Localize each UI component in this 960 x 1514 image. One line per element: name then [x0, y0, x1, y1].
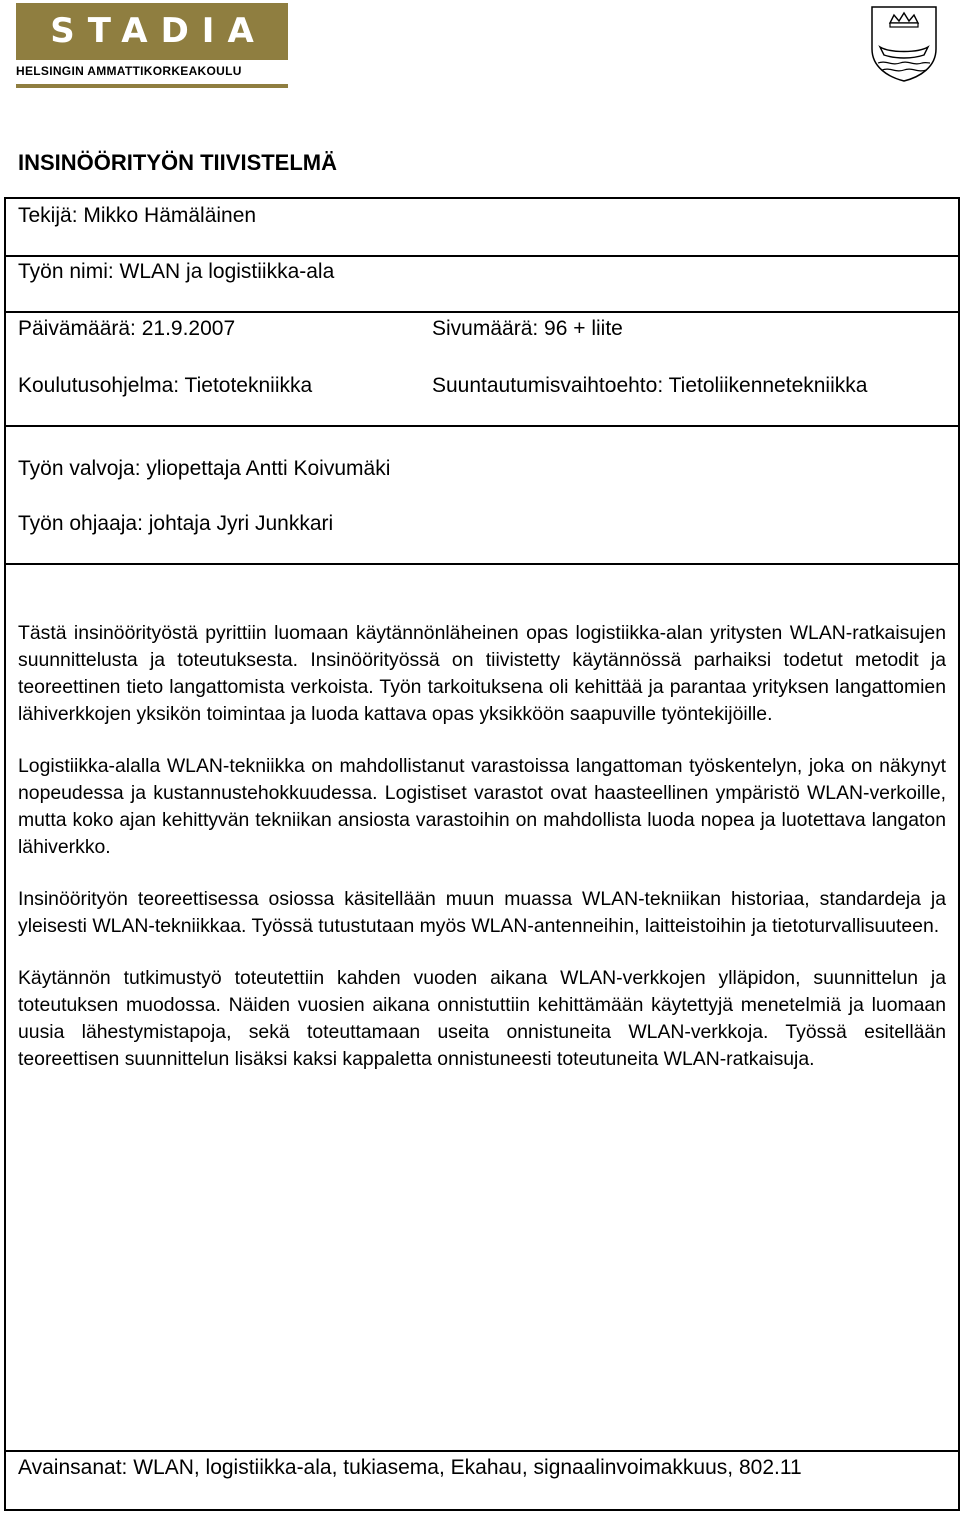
instructor-field: Työn ohjaaja: johtaja Jyri Junkkari: [18, 512, 334, 535]
page-title: INSINÖÖRITYÖN TIIVISTELMÄ: [18, 150, 338, 175]
abstract-paragraph: Logistiikka-alalla WLAN-tekniikka on mahdollistanut varastoissa langattoman työskentelyn, joka on näkynyt nopeudessa ja kustannustehokkuudessa. Logistiset varastot ovat haasteellinen ympäristö WLAN-verkoille, mutta koko ajan kehittyvän tekniikan ansiosta varastoihin on mahdollista luoda nopea ja luotettava langaton lähiverkko.: [18, 755, 946, 858]
work-name-field: Työn nimi: WLAN ja logistiikka-ala: [18, 260, 335, 283]
logo-underline: [16, 84, 288, 88]
logo-subtitle: HELSINGIN AMMATTIKORKEAKOULU: [16, 64, 242, 78]
divider: [4, 255, 960, 257]
author-field: Tekijä: Mikko Hämäläinen: [18, 204, 257, 227]
divider: [4, 311, 960, 313]
divider: [4, 563, 960, 565]
abstract-paragraph: Käytännön tutkimustyö toteutettiin kahden vuoden aikana WLAN-verkkojen ylläpidon, suunnittelun ja toteutuksen muodossa. Näiden vuosien aikana onnistuttiin kehittämään käytettyjä menetelmiä ja luomaan uusia lähestymistapoja, sekä toteuttamaan useita onnistuneita WLAN-verkkoja. Työssä esitellään teoreettisen suunnittelun lisäksi kaksi kappaletta onnistuneesti toteutuneita WLAN-ratkaisuja.: [18, 967, 946, 1070]
date-field: Päivämäärä: 21.9.2007: [18, 317, 236, 340]
page-count-field: Sivumäärä: 96 + liite: [432, 317, 623, 340]
specialisation-field: Suuntautumisvaihtoehto: Tietoliikennetekniikka: [432, 374, 868, 397]
divider: [4, 425, 960, 427]
supervisor-field: Työn valvoja: yliopettaja Antti Koivumäki: [18, 457, 391, 480]
programme-field: Koulutusohjelma: Tietotekniikka: [18, 374, 313, 397]
divider: [4, 1450, 960, 1452]
logo-box: [16, 3, 288, 60]
abstract-paragraph: Tästä insinöörityöstä pyrittiin luomaan käytännönläheinen opas logistiikka-alan yritysten WLAN-ratkaisujen suunnittelusta ja toteutuksesta. Insinöörityössä on tiivistetty käytännössä parhaiksi todetut metodit ja teoreettinen tieto langattomista verkoista. Työn tarkoituksena oli kehittää ja parantaa yrityksen langattomien lähiverkkojen yksikön toimintaa ja luoda kattava opas yksikköön saapuville työntekijöille.: [18, 622, 946, 725]
keywords-field: Avainsanat: WLAN, logistiikka-ala, tukiasema, Ekahau, signaalinvoimakkuus, 802.11: [18, 1456, 802, 1479]
logo-name: STADIA: [50, 11, 267, 51]
abstract-text: [18, 620, 946, 1098]
helsinki-crest-icon: [866, 3, 942, 83]
abstract-paragraph: Insinöörityön teoreettisessa osiossa käsitellään muun muassa WLAN-tekniikan historiaa, standardeja ja yleisesti WLAN-tekniikkaa. Työssä tutustutaan myös WLAN-antenneihin, laitteistoihin ja tietoturvallisuuteen.: [18, 888, 946, 937]
